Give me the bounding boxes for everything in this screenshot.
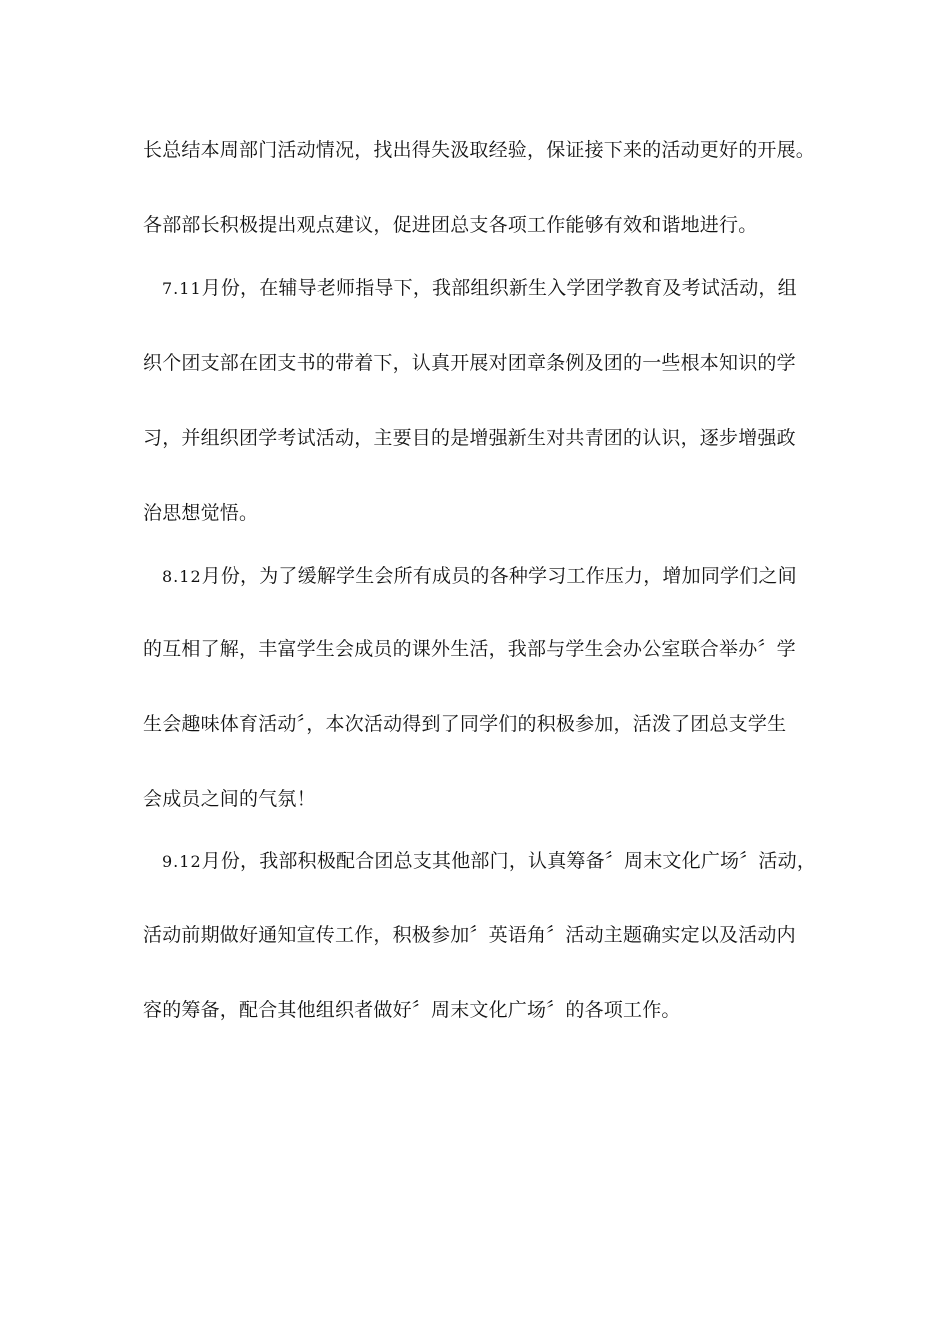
text-line: 生会趣味体育活动〞，本次活动得到了同学们的积极参加，活泼了团总支学生: [143, 713, 787, 735]
paragraph-8-first-line: [162, 563, 797, 590]
text-line: 习，并组织团学考试活动，主要目的是增强新生对共青团的认识，逐步增强政: [143, 427, 796, 449]
item-number: 7.11: [162, 279, 202, 298]
paragraph-7-first-line: [162, 275, 797, 302]
text-line: 月份，为了缓解学生会所有成员的各种学习工作压力，增加同学们之间: [201, 565, 797, 587]
item-number: 8.12: [162, 567, 202, 586]
text-line: 月份，我部积极配合团总支其他部门，认真筹备〞周末文化广场〞活动，: [201, 850, 817, 872]
text-line: 活动前期做好通知宣传工作，积极参加〞英语角〞活动主题确实定以及活动内: [143, 924, 796, 946]
item-number: 9.12: [162, 852, 202, 871]
text-line: 各部部长积极提出观点建议，促进团总支各项工作能够有效和谐地进行。: [143, 214, 758, 236]
text-line: 月份，在辅导老师指导下，我部组织新生入学团学教育及考试活动，组: [201, 277, 797, 299]
text-line: 治思想觉悟。: [143, 502, 259, 524]
text-line: 长总结本周部门活动情况，找出得失汲取经验，保证接下来的活动更好的开展。: [143, 139, 816, 161]
paragraph-9-first-line: [162, 848, 816, 875]
text-line: 织个团支部在团支书的带着下，认真开展对团章条例及团的一些根本知识的学: [143, 352, 796, 374]
text-line: 会成员之间的气氛！: [143, 788, 316, 810]
text-line: 的互相了解，丰富学生会成员的课外生活，我部与学生会办公室联合举办〞学: [143, 638, 796, 660]
text-line: 容的筹备，配合其他组织者做好〞周末文化广场〞的各项工作。: [143, 999, 681, 1021]
